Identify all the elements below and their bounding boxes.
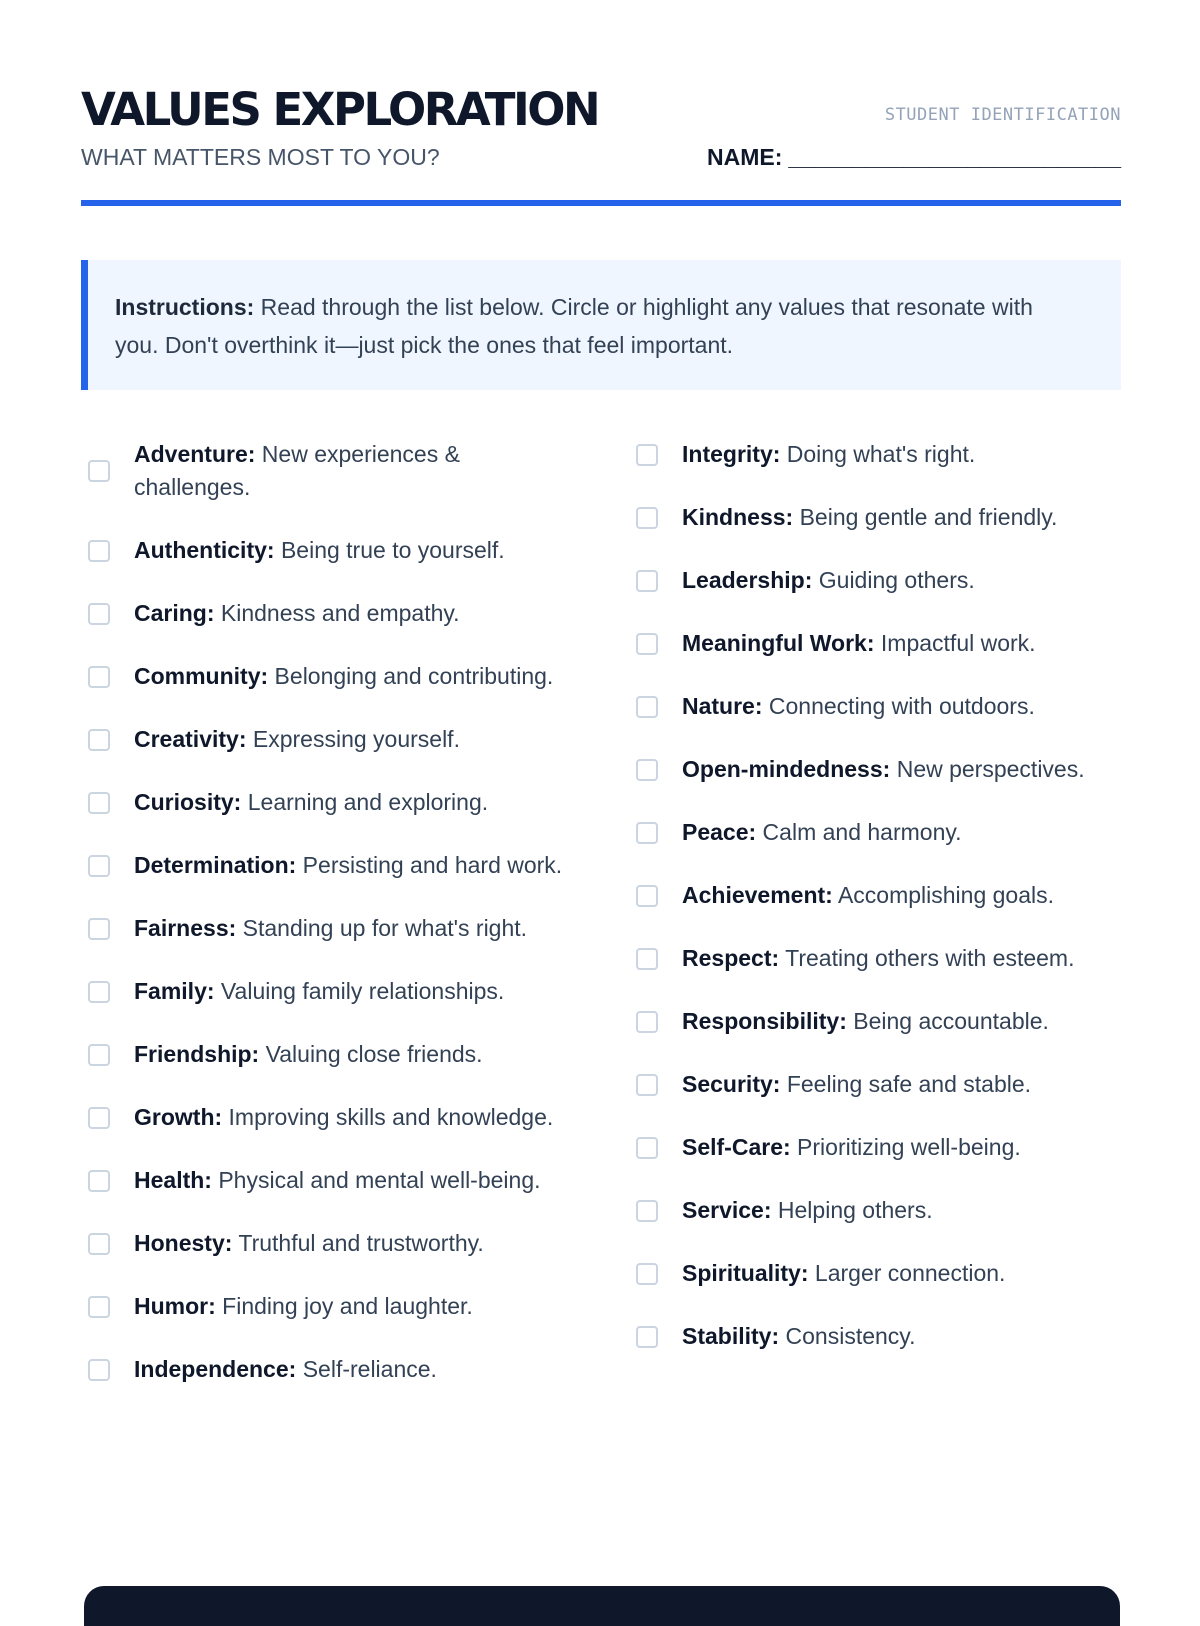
value-text [134, 723, 460, 756]
value-item[interactable] [88, 1101, 563, 1134]
value-description: Larger connection. [808, 1260, 1006, 1286]
value-text [682, 1005, 1049, 1038]
value-description: Physical and mental well-being. [211, 1167, 541, 1193]
value-item[interactable] [636, 753, 1121, 786]
value-description: Guiding others. [812, 567, 975, 593]
value-name: Service: [682, 1197, 772, 1223]
name-field[interactable] [707, 142, 1121, 172]
value-name: Meaningful Work: [682, 630, 875, 656]
value-checkbox[interactable] [88, 1044, 110, 1066]
value-name: Honesty: [134, 1230, 233, 1256]
value-checkbox[interactable] [88, 918, 110, 940]
value-text [134, 534, 505, 567]
value-name: Curiosity: [134, 789, 242, 815]
value-text [134, 1164, 541, 1197]
value-name: Security: [682, 1071, 781, 1097]
name-label: NAME: [707, 144, 783, 170]
value-item[interactable] [88, 597, 563, 630]
value-name: Health: [134, 1167, 212, 1193]
value-description: Persisting and hard work. [296, 852, 563, 878]
value-name: Community: [134, 663, 269, 689]
value-description: Learning and exploring. [241, 789, 489, 815]
value-description: Being accountable. [846, 1008, 1049, 1034]
value-name: Integrity: [682, 441, 781, 467]
value-description: Doing what's right. [780, 441, 976, 467]
value-description: Helping others. [771, 1197, 933, 1223]
value-description: Impactful work. [874, 630, 1036, 656]
value-checkbox[interactable] [88, 460, 110, 482]
header [81, 82, 1121, 178]
value-text [682, 627, 1036, 660]
value-text [134, 975, 504, 1008]
value-item[interactable] [88, 534, 563, 567]
value-checkbox[interactable] [636, 444, 658, 466]
value-checkbox[interactable] [636, 948, 658, 970]
value-text [134, 849, 562, 882]
value-description: Standing up for what's right. [236, 915, 528, 941]
value-description: Self-reliance. [296, 1356, 437, 1382]
value-name: Fairness: [134, 915, 237, 941]
value-item[interactable] [88, 849, 563, 882]
value-item[interactable] [88, 975, 563, 1008]
value-name: Caring: [134, 600, 215, 626]
student-identification-label: STUDENT IDENTIFICATION [884, 105, 1121, 125]
value-name: Responsibility: [682, 1008, 847, 1034]
value-checkbox[interactable] [636, 759, 658, 781]
value-text [134, 1101, 553, 1134]
value-text [682, 1320, 915, 1353]
value-text [134, 597, 460, 630]
name-blank-line[interactable]: __________________________ [788, 144, 1121, 170]
value-description: Feeling safe and stable. [780, 1071, 1032, 1097]
value-name: Self-Care: [682, 1134, 791, 1160]
value-name: Kindness: [682, 504, 794, 530]
value-checkbox[interactable] [88, 603, 110, 625]
value-text [682, 1068, 1031, 1101]
value-checkbox[interactable] [88, 540, 110, 562]
value-name: Family: [134, 978, 215, 1004]
value-description: Finding joy and laughter. [215, 1293, 473, 1319]
value-item[interactable] [636, 501, 1121, 534]
value-name: Growth: [134, 1104, 223, 1130]
value-item[interactable] [88, 786, 563, 819]
value-item[interactable] [636, 690, 1121, 723]
value-checkbox[interactable] [88, 855, 110, 877]
value-text [134, 1227, 484, 1260]
value-checkbox[interactable] [88, 981, 110, 1003]
value-description: Improving skills and knowledge. [222, 1104, 554, 1130]
value-name: Stability: [682, 1323, 780, 1349]
value-text [134, 660, 553, 693]
value-item[interactable] [636, 1068, 1121, 1101]
value-item[interactable] [636, 1257, 1121, 1290]
footer-bar [84, 1586, 1120, 1626]
value-name: Humor: [134, 1293, 216, 1319]
value-name: Peace: [682, 819, 757, 845]
value-description: Expressing yourself. [246, 726, 460, 752]
value-text [134, 1353, 437, 1386]
page-subtitle: WHAT MATTERS MOST TO YOU? [81, 144, 440, 170]
value-name: Achievement: [682, 882, 833, 908]
value-description: Calm and harmony. [756, 819, 962, 845]
value-item[interactable] [636, 1194, 1121, 1227]
value-description: New perspectives. [890, 756, 1085, 782]
value-checkbox[interactable] [636, 570, 658, 592]
value-item[interactable] [636, 627, 1121, 660]
value-item[interactable] [636, 1320, 1121, 1353]
value-description: Treating others with esteem. [779, 945, 1075, 971]
worksheet-page [81, 0, 1121, 1600]
value-name: Nature: [682, 693, 763, 719]
value-name: Creativity: [134, 726, 247, 752]
value-item[interactable] [636, 1005, 1121, 1038]
value-checkbox[interactable] [88, 1233, 110, 1255]
instructions-box [81, 260, 1121, 390]
value-item[interactable] [88, 1227, 563, 1260]
value-checkbox[interactable] [88, 666, 110, 688]
value-item[interactable] [88, 912, 563, 945]
value-item[interactable] [636, 942, 1121, 975]
value-description: Accomplishing goals. [832, 882, 1055, 908]
value-checkbox[interactable] [88, 792, 110, 814]
value-item[interactable] [636, 438, 1121, 471]
value-name: Friendship: [134, 1041, 260, 1067]
value-description: Valuing close friends. [259, 1041, 483, 1067]
value-checkbox[interactable] [636, 696, 658, 718]
values-list-right [636, 438, 1121, 1383]
value-checkbox[interactable] [636, 507, 658, 529]
value-checkbox[interactable] [636, 1200, 658, 1222]
value-checkbox[interactable] [636, 1326, 658, 1348]
value-checkbox[interactable] [636, 885, 658, 907]
value-item[interactable] [636, 879, 1121, 912]
value-description: Prioritizing well-being. [790, 1134, 1021, 1160]
value-text [682, 879, 1054, 912]
value-text [682, 501, 1057, 534]
value-checkbox[interactable] [88, 1170, 110, 1192]
value-item[interactable] [88, 723, 563, 756]
value-checkbox[interactable] [88, 729, 110, 751]
value-checkbox[interactable] [636, 1137, 658, 1159]
value-item[interactable] [88, 438, 563, 504]
value-item[interactable] [88, 1353, 563, 1386]
value-description: Being true to yourself. [274, 537, 505, 563]
value-name: Respect: [682, 945, 780, 971]
value-item[interactable] [636, 564, 1121, 597]
value-text [682, 564, 975, 597]
value-item[interactable] [88, 660, 563, 693]
value-description: Being gentle and friendly. [793, 504, 1058, 530]
value-checkbox[interactable] [88, 1107, 110, 1129]
value-description: New experiences & challenges. [134, 441, 460, 500]
value-description: Truthful and trustworthy. [232, 1230, 484, 1256]
value-item[interactable] [636, 1131, 1121, 1164]
value-text [134, 1290, 473, 1323]
value-item[interactable] [88, 1290, 563, 1323]
value-item[interactable] [88, 1038, 563, 1071]
header-divider [81, 200, 1121, 206]
value-checkbox[interactable] [636, 1074, 658, 1096]
value-description: Valuing family relationships. [214, 978, 505, 1004]
value-checkbox[interactable] [636, 822, 658, 844]
value-checkbox[interactable] [88, 1296, 110, 1318]
value-text [134, 786, 488, 819]
value-name: Independence: [134, 1356, 297, 1382]
value-description: Kindness and empathy. [214, 600, 460, 626]
value-name: Adventure: [134, 441, 256, 467]
value-item[interactable] [88, 1164, 563, 1197]
value-text [682, 1194, 933, 1227]
value-name: Determination: [134, 852, 297, 878]
value-text [682, 1257, 1005, 1290]
value-checkbox[interactable] [636, 633, 658, 655]
value-text [134, 912, 527, 945]
value-text [682, 690, 1035, 723]
page-title: VALUES EXPLORATION [81, 83, 599, 136]
values-list-left [88, 438, 563, 1416]
value-description: Consistency. [779, 1323, 916, 1349]
value-name: Authenticity: [134, 537, 275, 563]
value-text [682, 942, 1074, 975]
value-text [134, 1038, 483, 1071]
instructions-text: Read through the list below. Circle or highlight any values that resonate with you. Don't overthink it—just pick the ones that feel important. [115, 294, 1033, 358]
value-text [682, 753, 1085, 786]
value-description: Connecting with outdoors. [762, 693, 1035, 719]
value-item[interactable] [636, 816, 1121, 849]
value-checkbox[interactable] [636, 1263, 658, 1285]
value-name: Open-mindedness: [682, 756, 891, 782]
value-checkbox[interactable] [636, 1011, 658, 1033]
value-text [682, 438, 975, 471]
value-text [682, 816, 962, 849]
instructions-lead: Instructions: [115, 294, 255, 320]
value-name: Leadership: [682, 567, 813, 593]
value-description: Belonging and contributing. [268, 663, 554, 689]
value-text [134, 438, 563, 504]
value-name: Spirituality: [682, 1260, 809, 1286]
value-text [682, 1131, 1021, 1164]
value-checkbox[interactable] [88, 1359, 110, 1381]
